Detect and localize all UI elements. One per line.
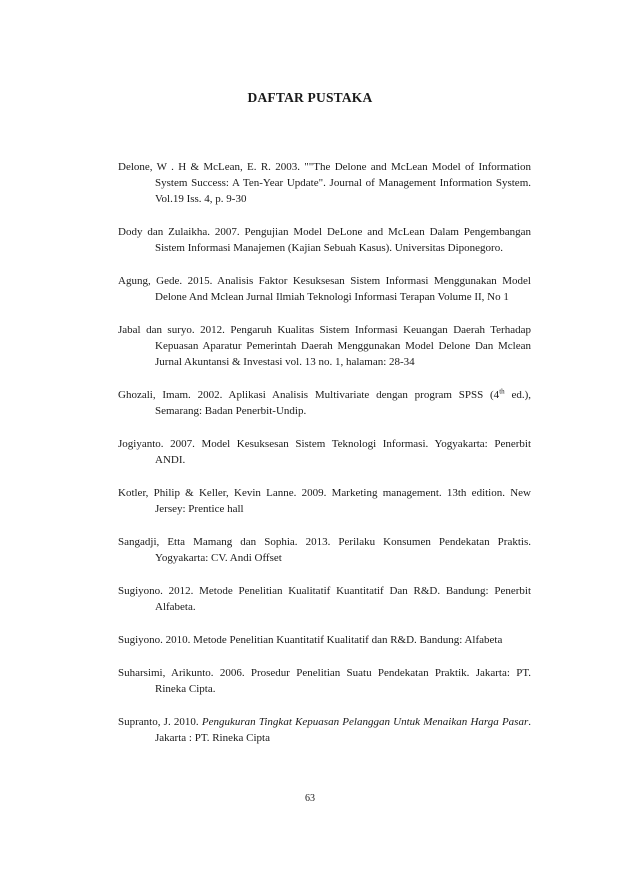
reference-entry: Jogiyanto. 2007. Model Kesuksesan Sistem Teknologi Informasi. Yogyakarta: Penerbit ANDI. [118, 438, 531, 466]
reference-text: . Jakarta : PT. Rineka Cipta [155, 716, 531, 744]
reference-text: ed.), Semarang: Badan Penerbit-Undip. [155, 389, 531, 417]
page-title: DAFTAR PUSTAKA [247, 90, 373, 105]
reference-entry: Jabal dan suryo. 2012. Pengaruh Kualitas Sistem Informasi Keuangan Daerah Terhadap Kepuasan Aparatur Pemerintah Daerah Menggunakan Model Delone Dan Mclean Jurnal Akuntansi & Investasi vol. 13 no. 1, halaman: 28-34 [118, 324, 531, 368]
reference-entry: Suharsimi, Arikunto. 2006. Prosedur Penelitian Suatu Pendekatan Praktik. Jakarta: PT. Rineka Cipta. [118, 667, 531, 695]
reference-text: Ghozali, Imam. 2002. Aplikasi Analisis Multivariate dengan program SPSS (4 [118, 389, 500, 401]
reference-entry: Delone, W . H & McLean, E. R. 2003. ""The Delone and McLean Model of Information System Success: A Ten-Year Update". Journal of Management Information System. Vol.19 Iss. 4, p. 9-30 [118, 161, 531, 205]
reference-entry: Agung, Gede. 2015. Analisis Faktor Kesuksesan Sistem Informasi Menggunakan Model Delone And Mclean Jurnal Ilmiah Teknologi Informasi Terapan Volume II, No 1 [118, 275, 531, 303]
reference-list [118, 148, 531, 763]
reference-entry: Sugiyono. 2010. Metode Penelitian Kuantitatif Kualitatif dan R&D. Bandung: Alfabeta [118, 634, 503, 646]
reference-entry: Sugiyono. 2012. Metode Penelitian Kualitatif Kuantitatif Dan R&D. Bandung: Penerbit Alfabeta. [118, 585, 531, 613]
reference-entry: Dody dan Zulaikha. 2007. Pengujian Model DeLone and McLean Dalam Pengembangan Sistem Informasi Manajemen (Kajian Sebuah Kasus). Universitas Diponegoro. [118, 226, 531, 254]
reference-entry [118, 387, 531, 419]
reference-text: Supranto, J. 2010. [118, 716, 202, 728]
page-number: 63 [305, 793, 315, 804]
reference-italic-title: Pengukuran Tingkat Kepuasan Pelanggan Untuk Menaikan Harga Pasar [201, 716, 529, 728]
reference-superscript: th [499, 387, 505, 396]
reference-entry: Sangadji, Etta Mamang dan Sophia. 2013. Perilaku Konsumen Pendekatan Praktis. Yogyakarta: CV. Andi Offset [118, 536, 531, 564]
reference-entry [118, 714, 531, 746]
reference-entry: Kotler, Philip & Keller, Kevin Lanne. 2009. Marketing management. 13th edition. New Jersey: Prentice hall [118, 487, 531, 515]
